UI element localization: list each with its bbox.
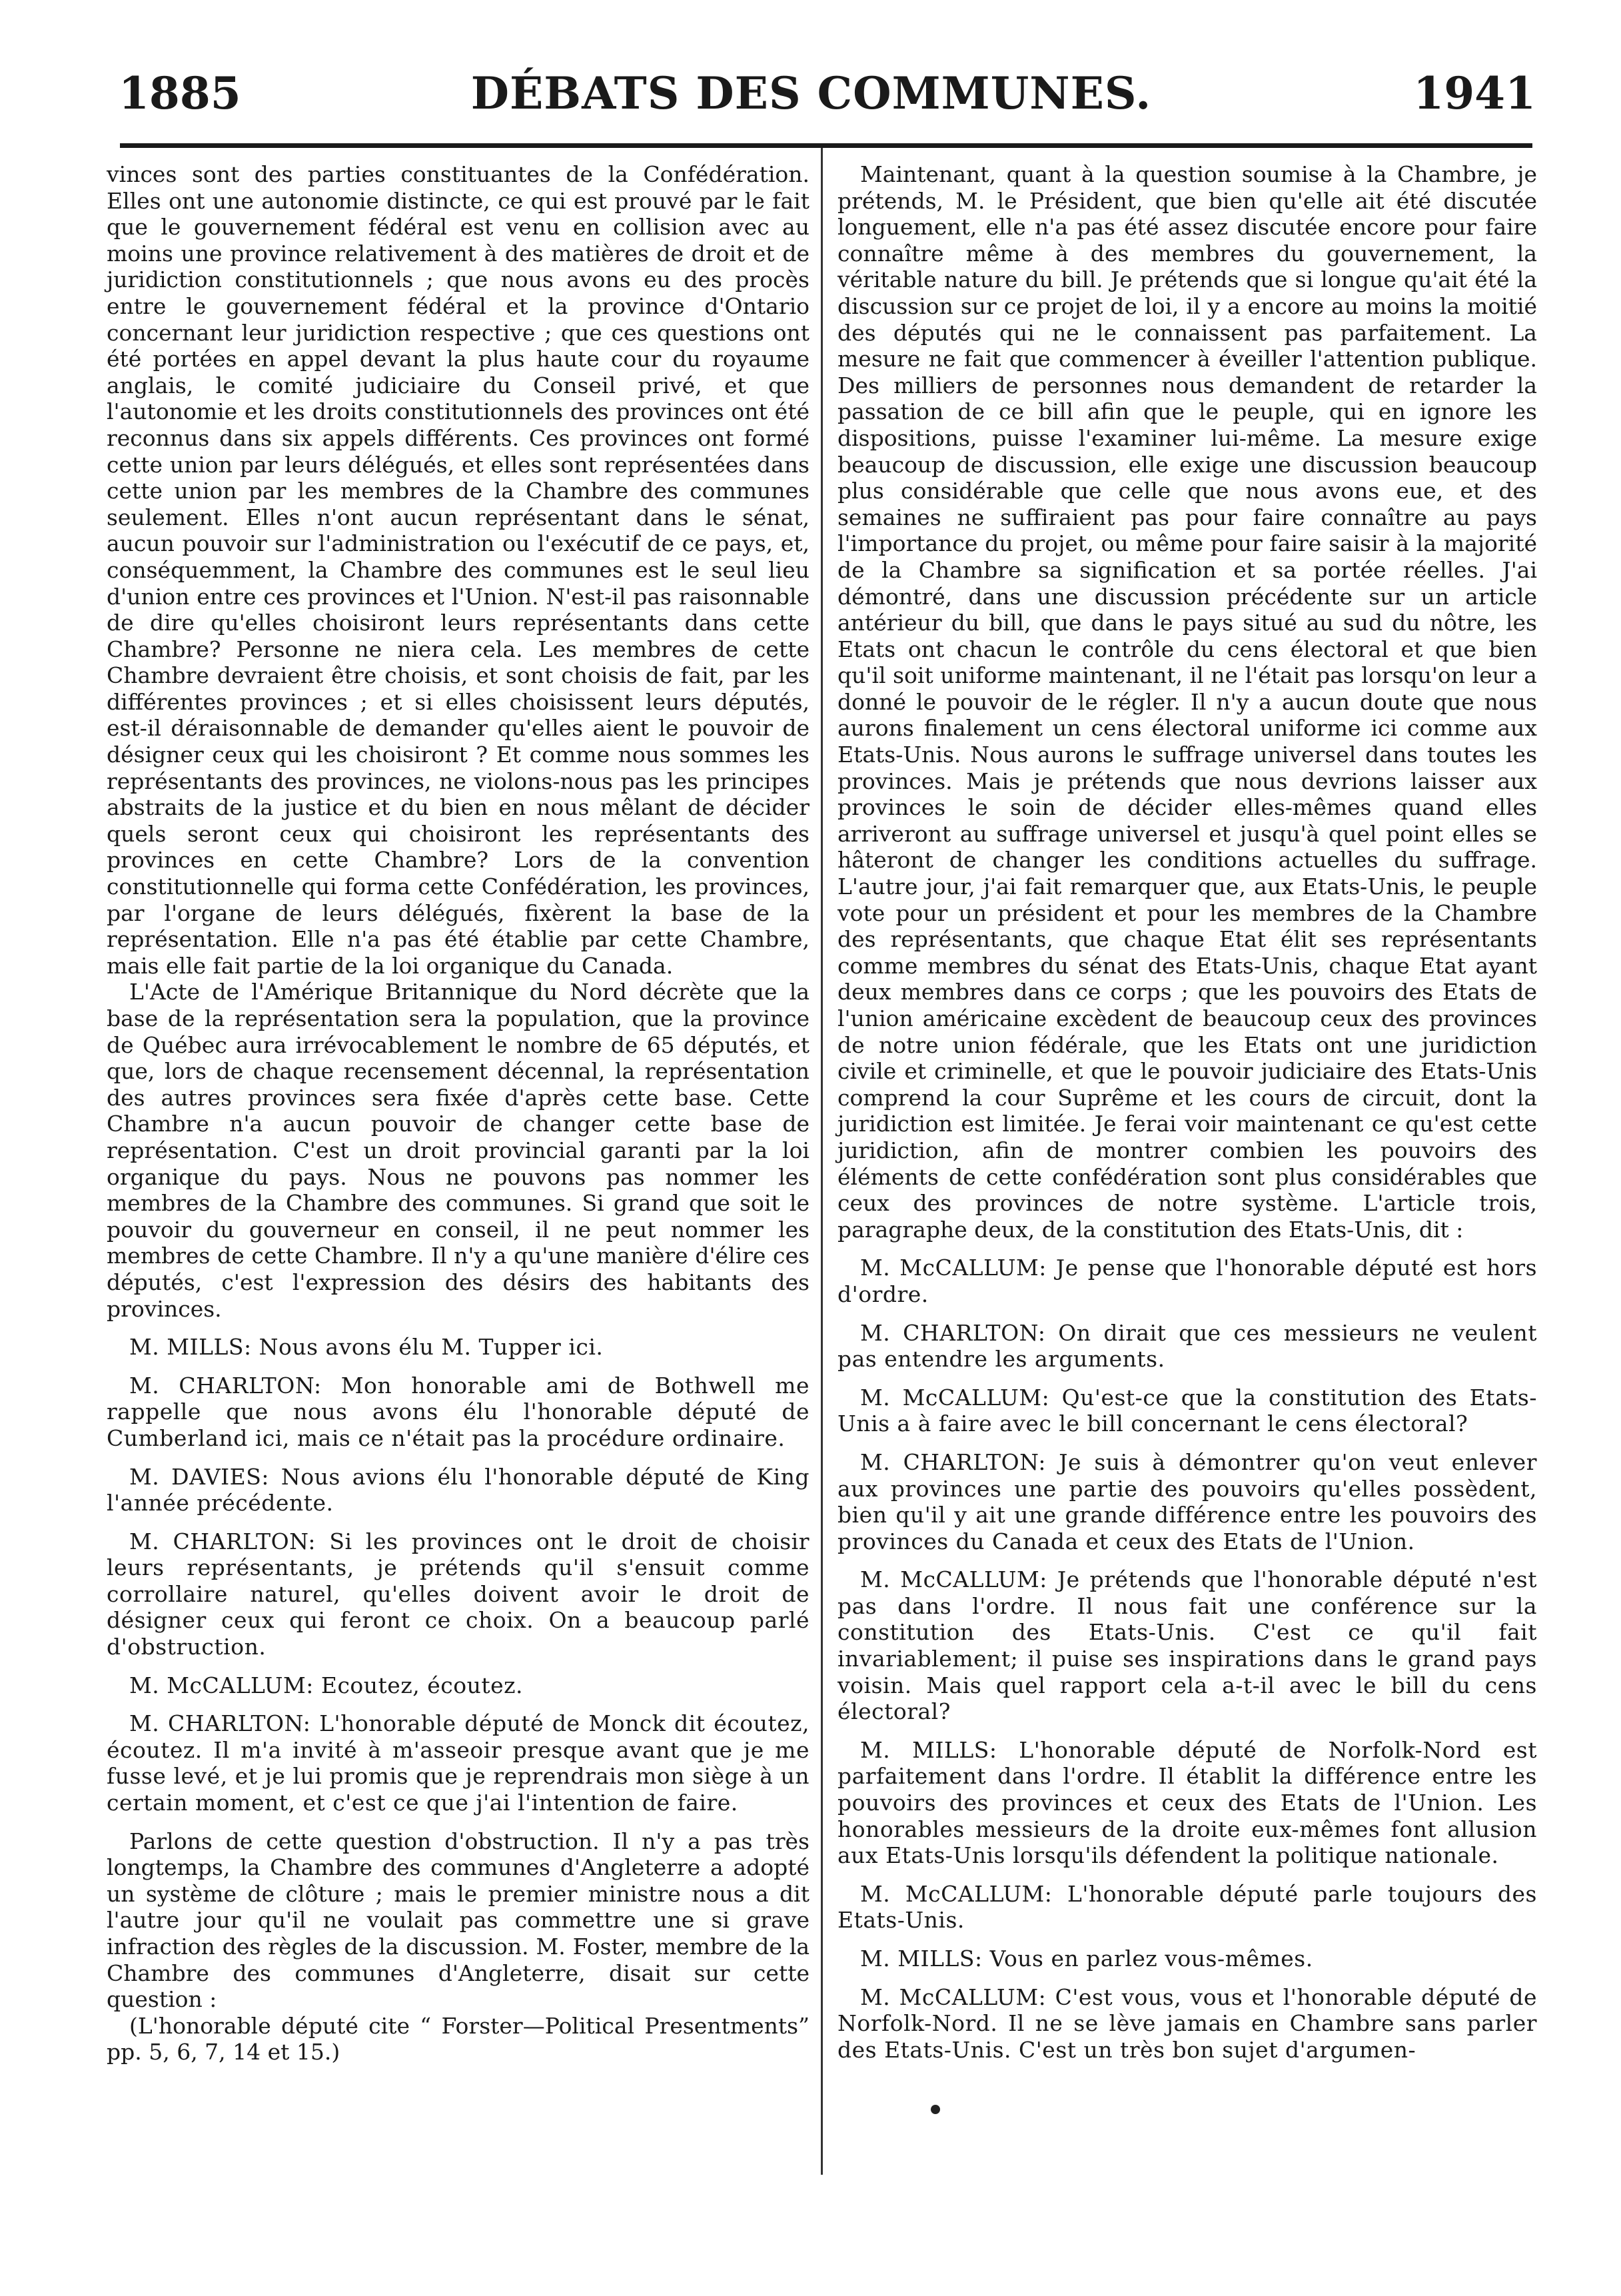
citation: (L'honorable député cite “ Forster—Political Presentments” pp. 5, 6, 7, 14 et 15.)	[107, 2012, 810, 2065]
speech: M. CHARLTON: L'honorable député de Monck dit écoutez, écoutez. Il m'a invité à m'asseoir presque avant que je me fusse levé, et je lui promis que je reprendrais mon siège à un certain moment, et c'est ce que j'ai l'intention de faire.	[107, 1710, 810, 1816]
speech: M. DAVIES: Nous avions élu l'honorable député de King l'année précédente.	[107, 1463, 810, 1516]
speech: M. MILLS: L'honorable député de Norfolk-Nord est parfaitement dans l'ordre. Il établit la différence entre les pouvoirs des provinces et ceux des Etats de l'Union. Les honorables messieurs de la droite eux-mêmes font allusion aux Etats-Unis lorsqu'ils défendent la politique nationale.	[837, 1736, 1537, 1869]
header-page-number: 1941	[1413, 67, 1536, 119]
speech: M. McCALLUM: Je prétends que l'honorable député n'est pas dans l'ordre. Il nous fait une conférence sur la constitution des Etats-Unis. C'est ce qu'il fait invariablement; il puise ses inspirations dans le grand pays voisin. Mais quel rapport cela a-t-il avec le bill du cens électoral?	[837, 1566, 1537, 1725]
speech: M. McCALLUM: L'honorable député parle toujours des Etats-Unis.	[837, 1880, 1537, 1934]
header-title: DÉBATS DES COMMUNES.	[470, 67, 1152, 119]
speech: M. McCALLUM: Ecoutez, écoutez.	[129, 1672, 524, 1698]
paragraph: Maintenant, quant à la question soumise à la Chambre, je prétends, M. le Président, que bien qu'elle ait été discutée longuement, elle n'a pas été assez discutée encore pour faire connaître même à des membres du gouvernement, la véritable nature du bill. Je prétends que si longue qu'ait été la discussion sur ce projet de loi, il y a encore au moins la moitié des députés qui ne le connaissent pas parfaitement. La mesure ne fait que commencer à éveiller l'attention publique. Des milliers de personnes nous demandent de retarder la passation de ce bill afin que le peuple, qui en ignore les dispositions, puisse l'examiner lui-même. La mesure exige beaucoup de discussion, elle exige une discussion beaucoup plus considérable que celle que nous avons eue, et des semaines ne suffiraient pas pour faire connaître au pays l'importance du projet, ou même pour faire saisir à la majorité de la Chambre sa signification et sa portée réelles. J'ai démontré, dans une discussion précédente sur un article antérieur du bill, que dans le pays situé au sud du nôtre, les Etats ont chacun le contrôle du cens électoral et que bien qu'il soit uniforme maintenant, il ne l'était pas lorsqu'on leur a donné le pouvoir de le régler. Il n'y a aucun doute que nous aurons finalement un cens électoral uniforme ici comme aux Etats-Unis. Nous aurons le suffrage universel dans toutes les provinces. Mais je prétends que nous devrions laisser aux provinces le soin de décider elles-mêmes quand elles arriveront au suffrage universel et jusqu'à quel point elles se hâteront de changer les conditions actuelles du suffrage. L'autre jour, j'ai fait remarquer que, aux Etats-Unis, le peuple vote pour un président et pour les membres de la Chambre des représentants, que chaque Etat élit ses représentants comme membres du sénat des Etats-Unis, chaque Etat ayant deux membres dans ce corps ; que les pouvoirs des Etats de l'union américaine excèdent de beaucoup ceux des provinces de notre union fédérale, que les Etats ont une juridiction civile et criminelle, et que le pouvoir judiciaire des Etats-Unis comprend la cour Suprême et les cours de circuit, dont la juridiction est limitée. Je ferai voir maintenant ce qu'est cette juridiction, afin de montrer combien les pouvoirs des éléments de cette confédération sont plus considérables que ceux des provinces de notre système. L'article trois, paragraphe deux, de la constitution des Etats-Unis, dit :	[837, 161, 1537, 1243]
column-separator	[821, 148, 823, 2175]
speech: M. CHARLTON: Mon honorable ami de Bothwell me rappelle que nous avons élu l'honorable député de Cumberland ici, mais ce n'était pas la procédure ordinaire.	[107, 1372, 810, 1451]
speech: M. CHARLTON: On dirait que ces messieurs ne veulent pas entendre les arguments.	[837, 1319, 1537, 1373]
ink-dot	[931, 2105, 940, 2114]
speech: M. McCALLUM: C'est vous, vous et l'honorable député de Norfolk-Nord. Il ne se lève jamais en Chambre sans parler des Etats-Unis. C'est un très bon sujet d'argumen-	[837, 1984, 1537, 2063]
header-year: 1885	[119, 67, 241, 119]
paragraph: Parlons de cette question d'obstruction. Il n'y a pas très longtemps, la Chambre des communes d'Angleterre a adopté un système de clôture ; mais le premier ministre nous a dit l'autre jour qu'il ne voulait pas commettre une si grave infraction des règles de la discussion. M. Foster, membre de la Chambre des communes d'Angleterre, disait sur cette question :	[107, 1828, 810, 2013]
right-column	[837, 161, 1537, 2063]
speech: M. CHARLTON: Si les provinces ont le droit de choisir leurs représentants, je prétends qu'il s'ensuit comme corrollaire naturel, qu'elles doivent avoir le droit de désigner ceux qui feront ce choix. On a beaucoup parlé d'obstruction.	[107, 1528, 810, 1660]
left-column	[107, 161, 810, 2065]
paragraph: L'Acte de l'Amérique Britannique du Nord décrète que la base de la représentation sera la population, que la province de Québec aura irrévocablement le nombre de 65 députés, et que, lors de chaque recensement décennal, la représentation des autres provinces sera fixée d'après cette base. Cette Chambre n'a aucun pouvoir de changer cette base de représentation. C'est un droit provincial garanti par la loi organique du pays. Nous ne pouvons pas nommer les membres de la Chambre des communes. Si grand que soit le pouvoir du gouverneur en conseil, il ne peut nommer les membres de cette Chambre. Il n'y a qu'une manière d'élire ces députés, c'est l'expression des désirs des habitants des provinces.	[107, 979, 810, 1322]
page-header	[87, 53, 1536, 133]
paragraph: vinces sont des parties constituantes de la Confédération. Elles ont une autonomie distincte, ce qui est prouvé par le fait que le gouvernement fédéral est venu en collision avec au moins une province relativement à des matières de droit et de juridiction constitutionnels ; que nous avons eu des procès entre le gouvernement fédéral et la province d'Ontario concernant leur juridiction respective ; que ces questions ont été portées en appel devant la plus haute cour du royaume anglais, le comité judiciaire du Conseil privé, et que l'autonomie et les droits constitutionnels des provinces ont été reconnus dans six appels différents. Ces provinces ont formé cette union par leurs délégués, et elles sont représentées dans cette union par les membres de la Chambre des communes seulement. Elles n'ont aucun représentant dans le sénat, aucun pouvoir sur l'administration ou l'exécutif de ce pays, et, conséquemment, la Chambre des communes est le seul lieu d'union entre ces provinces et l'Union. N'est-il pas raisonnable de dire qu'elles choisiront leurs représentants dans cette Chambre? Personne ne niera cela. Les membres de cette Chambre devraient être choisis, et sont choisis de fait, par les différentes provinces ; et si elles choisissent leurs députés, est-il déraisonnable de demander qu'elles aient le pouvoir de désigner ceux qui les choisiront ? Et comme nous sommes les représentants des provinces, ne violons-nous pas les principes abstraits de la justice et du bien en nous mêlant de décider quels seront ceux qui choisiront les représentants des provinces en cette Chambre? Lors de la convention constitutionnelle qui forma cette Confédération, les provinces, par l'organe de leurs délégués, fixèrent la base de la représentation. Elle n'a pas été établie par cette Chambre, mais elle fait partie de la loi organique du Canada.	[107, 161, 810, 979]
speech: M. MILLS: Vous en parlez vous-mêmes.	[860, 1946, 1313, 1972]
speech: M. CHARLTON: Je suis à démontrer qu'on veut enlever aux provinces une partie des pouvoirs qu'elles possèdent, bien qu'il y ait une grande différence entre les pouvoirs des provinces du Canada et ceux des Etats de l'Union.	[837, 1448, 1537, 1554]
speech: M. McCALLUM: Qu'est-ce que la constitution des Etats-Unis a à faire avec le bill concernant le cens électoral?	[837, 1384, 1537, 1437]
speech: M. McCALLUM: Je pense que l'honorable député est hors d'ordre.	[837, 1255, 1537, 1307]
speech: M. MILLS: Nous avons élu M. Tupper ici.	[129, 1334, 604, 1361]
header-rule	[120, 143, 1532, 148]
